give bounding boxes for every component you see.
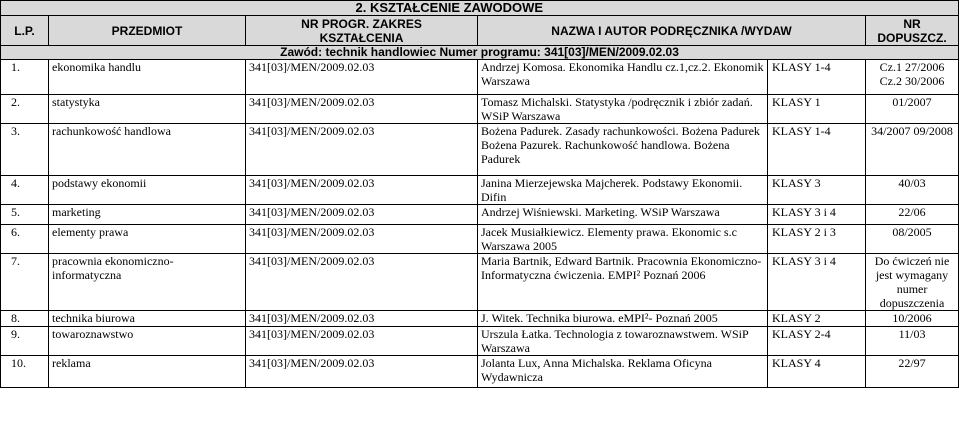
row-approval-number: Cz.1 27/2006 Cz.2 30/2006 <box>866 60 959 95</box>
row-book: Jolanta Lux, Anna Michalska. Reklama Oficyna Wydawnicza <box>478 356 768 388</box>
row-subject: reklama <box>49 356 246 388</box>
row-book: Jacek Musiałkiewicz. Elementy prawa. Ekonomic s.c Warszawa 2005 <box>478 225 768 254</box>
row-approval-number: 22/97 <box>866 356 959 388</box>
header-subject: PRZEDMIOT <box>49 16 246 46</box>
row-book: J. Witek. Technika biurowa. eMPI²- Poznań 2005 <box>478 311 768 327</box>
table-row <box>1 176 959 205</box>
row-book: Urszula Łatka. Technologia z towaroznawstwem. WSiP Warszawa <box>478 327 768 356</box>
table-row <box>1 311 959 327</box>
profession-row <box>1 46 959 60</box>
row-subject: towaroznawstwo <box>49 327 246 356</box>
row-book: Bożena Padurek. Zasady rachunkowości. Bożena Padurek Bożena Pazurek. Rachunkowość handlowa. Bożena Padurek <box>478 124 768 176</box>
row-subject: elementy prawa <box>49 225 246 254</box>
row-book: Maria Bartnik, Edward Bartnik. Pracownia Ekonomiczno-Informatyczna ćwiczenia. EMPI² Poznań 2006 <box>478 254 768 311</box>
row-program: 341[03]/MEN/2009.02.03 <box>246 225 478 254</box>
row-book: Janina Mierzejewska Majcherek. Podstawy Ekonomii. Difin <box>478 176 768 205</box>
row-program: 341[03]/MEN/2009.02.03 <box>246 60 478 95</box>
row-classes: KLASY 1 <box>768 95 866 124</box>
row-lp: 6. <box>1 225 49 254</box>
row-classes: KLASY 3 <box>768 176 866 205</box>
row-approval-number: 11/03 <box>866 327 959 356</box>
row-book: Andrzej Wiśniewski. Marketing. WSiP Warszawa <box>478 205 768 225</box>
row-classes: KLASY 2-4 <box>768 327 866 356</box>
table-row <box>1 205 959 225</box>
row-classes: KLASY 3 i 4 <box>768 254 866 311</box>
section-title: 2. KSZTAŁCENIE ZAWODOWE <box>246 1 768 16</box>
row-classes: KLASY 2 i 3 <box>768 225 866 254</box>
header-approval: NR DOPUSZCZ. <box>866 16 959 46</box>
row-program: 341[03]/MEN/2009.02.03 <box>246 95 478 124</box>
row-approval-number: 08/2005 <box>866 225 959 254</box>
row-approval-number: 34/2007 09/2008 <box>866 124 959 176</box>
row-book: Tomasz Michalski. Statystyka /podręcznik i zbiór zadań. WSiP Warszawa <box>478 95 768 124</box>
row-subject: statystyka <box>49 95 246 124</box>
table-row <box>1 327 959 356</box>
row-lp: 8. <box>1 311 49 327</box>
row-subject: pracownia ekonomiczno-informatyczna <box>49 254 246 311</box>
table-row <box>1 60 959 95</box>
row-lp: 9. <box>1 327 49 356</box>
table-row <box>1 95 959 124</box>
row-book: Andrzej Komosa. Ekonomika Handlu cz.1,cz.2. Ekonomik Warszawa <box>478 60 768 95</box>
row-program: 341[03]/MEN/2009.02.03 <box>246 176 478 205</box>
row-lp: 1. <box>1 60 49 95</box>
table-row <box>1 225 959 254</box>
row-subject: marketing <box>49 205 246 225</box>
row-program: 341[03]/MEN/2009.02.03 <box>246 205 478 225</box>
row-lp: 5. <box>1 205 49 225</box>
profession-label: Zawód: technik handlowiec Numer programu: 341[03]/MEN/2009.02.03 <box>1 46 959 60</box>
section-title-row <box>1 1 959 16</box>
row-program: 341[03]/MEN/2009.02.03 <box>246 327 478 356</box>
row-lp: 4. <box>1 176 49 205</box>
row-lp: 2. <box>1 95 49 124</box>
row-program: 341[03]/MEN/2009.02.03 <box>246 124 478 176</box>
row-subject: ekonomika handlu <box>49 60 246 95</box>
row-approval-number: Do ćwiczeń nie jest wymagany numer dopuszczenia <box>866 254 959 311</box>
row-approval-number: 22/06 <box>866 205 959 225</box>
table-row <box>1 254 959 311</box>
row-program: 341[03]/MEN/2009.02.03 <box>246 356 478 388</box>
row-lp: 10. <box>1 356 49 388</box>
row-subject: podstawy ekonomii <box>49 176 246 205</box>
row-approval-number: 40/03 <box>866 176 959 205</box>
table-row <box>1 124 959 176</box>
row-lp: 7. <box>1 254 49 311</box>
row-approval-number: 10/2006 <box>866 311 959 327</box>
row-approval-number: 01/2007 <box>866 95 959 124</box>
row-subject: rachunkowość handlowa <box>49 124 246 176</box>
row-subject: technika biurowa <box>49 311 246 327</box>
table-row <box>1 356 959 388</box>
column-header-row <box>1 16 959 46</box>
row-lp: 3. <box>1 124 49 176</box>
header-lp: L.P. <box>1 16 49 46</box>
row-classes: KLASY 3 i 4 <box>768 205 866 225</box>
row-classes: KLASY 2 <box>768 311 866 327</box>
header-program: NR PROGR. ZAKRES KSZTAŁCENIA <box>246 16 478 46</box>
row-classes: KLASY 1-4 <box>768 124 866 176</box>
row-program: 341[03]/MEN/2009.02.03 <box>246 254 478 311</box>
header-book: NAZWA I AUTOR PODRĘCZNIKA /WYDAW <box>478 16 866 46</box>
row-classes: KLASY 1-4 <box>768 60 866 95</box>
row-program: 341[03]/MEN/2009.02.03 <box>246 311 478 327</box>
row-classes: KLASY 4 <box>768 356 866 388</box>
